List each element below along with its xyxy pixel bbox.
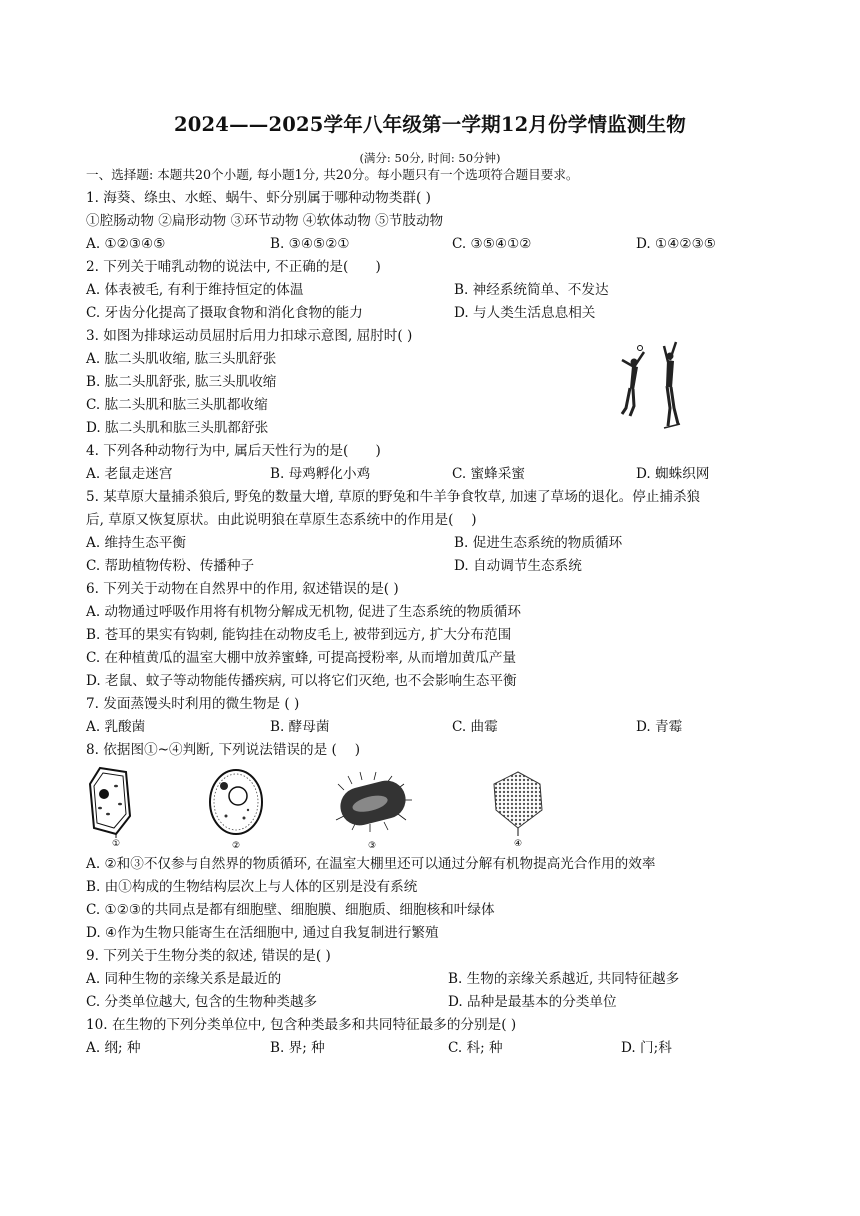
section-heading: 一、选择题: 本题共20个小题, 每小题1分, 共20分。每小题只有一个选项符合题目要求。 (86, 167, 579, 182)
q3-option-b[interactable]: B. 肱二头肌舒张, 肱三头肌收缩 (86, 374, 277, 390)
q1-stem: 1. 海葵、绦虫、水蛭、蜗牛、虾分别属于哪种动物类群( ) (86, 190, 431, 206)
q7-option-d[interactable]: D. 青霉 (636, 719, 683, 735)
q4-option-b[interactable]: B. 母鸡孵化小鸡 (270, 466, 371, 482)
bacterium-figure (332, 770, 416, 850)
q3-option-d[interactable]: D. 肱二头肌和肱三头肌都舒张 (86, 420, 269, 436)
q4-option-d[interactable]: D. 蜘蛛织网 (636, 466, 710, 482)
figure-label-4: ④ (513, 839, 523, 849)
plant-cell-figure (86, 764, 136, 848)
q6-option-a[interactable]: A. 动物通过呼吸作用将有机物分解成无机物, 促进了生态系统的物质循环 (86, 604, 521, 620)
q2-option-b[interactable]: B. 神经系统简单、不发达 (454, 282, 609, 298)
q2-option-d[interactable]: D. 与人类生活息息相关 (454, 305, 596, 321)
q9-option-d[interactable]: D. 品种是最基本的分类单位 (448, 994, 617, 1010)
q5-option-a[interactable]: A. 维持生态平衡 (86, 535, 187, 551)
figure-label-2: ② (231, 841, 241, 850)
q2-option-a[interactable]: A. 体表被毛, 有利于维持恒定的体温 (86, 282, 304, 298)
q1-categories: ①腔肠动物 ②扁形动物 ③环节动物 ④软体动物 ⑤节肢动物 (86, 213, 444, 229)
q1-option-d[interactable]: D. ①④②③⑤ (636, 236, 716, 252)
q6-option-b[interactable]: B. 苍耳的果实有钩刺, 能钩挂在动物皮毛上, 被带到远方, 扩大分布范围 (86, 627, 512, 643)
q5-option-d[interactable]: D. 自动调节生态系统 (454, 558, 582, 574)
q1-option-c[interactable]: C. ③⑤④①② (452, 236, 532, 252)
volleyball-players-figure (612, 336, 692, 436)
q6-stem: 6. 下列关于动物在自然界中的作用, 叙述错误的是( ) (86, 581, 399, 597)
q9-option-c[interactable]: C. 分类单位越大, 包含的生物种类越多 (86, 994, 318, 1010)
q8-option-b[interactable]: B. 由①构成的生物结构层次上与人体的区别是没有系统 (86, 879, 418, 895)
q10-option-b[interactable]: B. 界; 种 (270, 1040, 325, 1056)
q3-stem: 3. 如图为排球运动员屈肘后用力扣球示意图, 屈肘时( ) (86, 328, 413, 344)
figure-label-1: ① (111, 839, 121, 848)
q4-option-a[interactable]: A. 老鼠走迷宫 (86, 466, 173, 482)
q5-option-c[interactable]: C. 帮助植物传粉、传播种子 (86, 558, 255, 574)
q7-option-b[interactable]: B. 酵母菌 (270, 719, 330, 735)
q7-option-c[interactable]: C. 曲霉 (452, 719, 498, 735)
q9-option-b[interactable]: B. 生物的亲缘关系越近, 共同特征越多 (448, 971, 680, 987)
page-title: 2024——2025学年八年级第一学期12月份学情监测生物 (174, 113, 686, 136)
q6-option-c[interactable]: C. 在种植黄瓜的温室大棚中放养蜜蜂, 可提高授粉率, 从而增加黄瓜产量 (86, 650, 517, 666)
q7-stem: 7. 发面蒸馒头时利用的微生物是 ( ) (86, 696, 300, 712)
q9-stem: 9. 下列关于生物分类的叙述, 错误的是( ) (86, 948, 331, 964)
q6-option-d[interactable]: D. 老鼠、蚊子等动物能传播疾病, 可以将它们灭绝, 也不会影响生态平衡 (86, 673, 517, 689)
virus-figure (486, 766, 550, 850)
q10-option-a[interactable]: A. 纲; 种 (86, 1040, 141, 1056)
q1-option-a[interactable]: A. ①②③④⑤ (86, 236, 166, 252)
q8-option-a[interactable]: A. ②和③不仅参与自然界的物质循环, 在温室大棚里还可以通过分解有机物提高光合作用的效率 (86, 856, 656, 872)
q10-option-d[interactable]: D. 门;科 (621, 1040, 672, 1056)
q7-option-a[interactable]: A. 乳酸菌 (86, 719, 146, 735)
q8-option-c[interactable]: C. ①②③的共同点是都有细胞壁、细胞膜、细胞质、细胞核和叶绿体 (86, 902, 495, 918)
exam-info: (满分: 50分, 时间: 50分钟) (359, 151, 501, 165)
q8-option-d[interactable]: D. ④作为生物只能寄生在活细胞中, 通过自我复制进行繁殖 (86, 925, 439, 941)
q5-option-b[interactable]: B. 促进生态系统的物质循环 (454, 535, 623, 551)
yeast-cell-figure (204, 766, 268, 850)
q5-stem-line1: 5. 某草原大量捕杀狼后, 野兔的数量大增, 草原的野兔和牛羊争食牧草, 加速了草场的退化。停止捕杀狼 (86, 489, 701, 505)
q8-stem: 8. 依据图①~④判断, 下列说法错误的是 ( ) (86, 742, 361, 758)
figure-label-3: ③ (367, 841, 377, 850)
q5-stem-line2: 后, 草原又恢复原状。由此说明狼在草原生态系统中的作用是( ) (86, 512, 477, 528)
q10-stem: 10. 在生物的下列分类单位中, 包含种类最多和共同特征最多的分别是( ) (86, 1017, 517, 1033)
q3-option-a[interactable]: A. 肱二头肌收缩, 肱三头肌舒张 (86, 351, 277, 367)
q4-stem: 4. 下列各种动物行为中, 属后天性行为的是( ) (86, 443, 381, 459)
q2-option-c[interactable]: C. 牙齿分化提高了摄取食物和消化食物的能力 (86, 305, 363, 321)
q9-option-a[interactable]: A. 同种生物的亲缘关系是最近的 (86, 971, 282, 987)
q3-option-c[interactable]: C. 肱二头肌和肱三头肌都收缩 (86, 397, 268, 413)
q4-option-c[interactable]: C. 蜜蜂采蜜 (452, 466, 525, 482)
q1-option-b[interactable]: B. ③④⑤②① (270, 236, 350, 252)
q2-stem: 2. 下列关于哺乳动物的说法中, 不正确的是( ) (86, 259, 381, 275)
q10-option-c[interactable]: C. 科; 种 (448, 1040, 503, 1056)
